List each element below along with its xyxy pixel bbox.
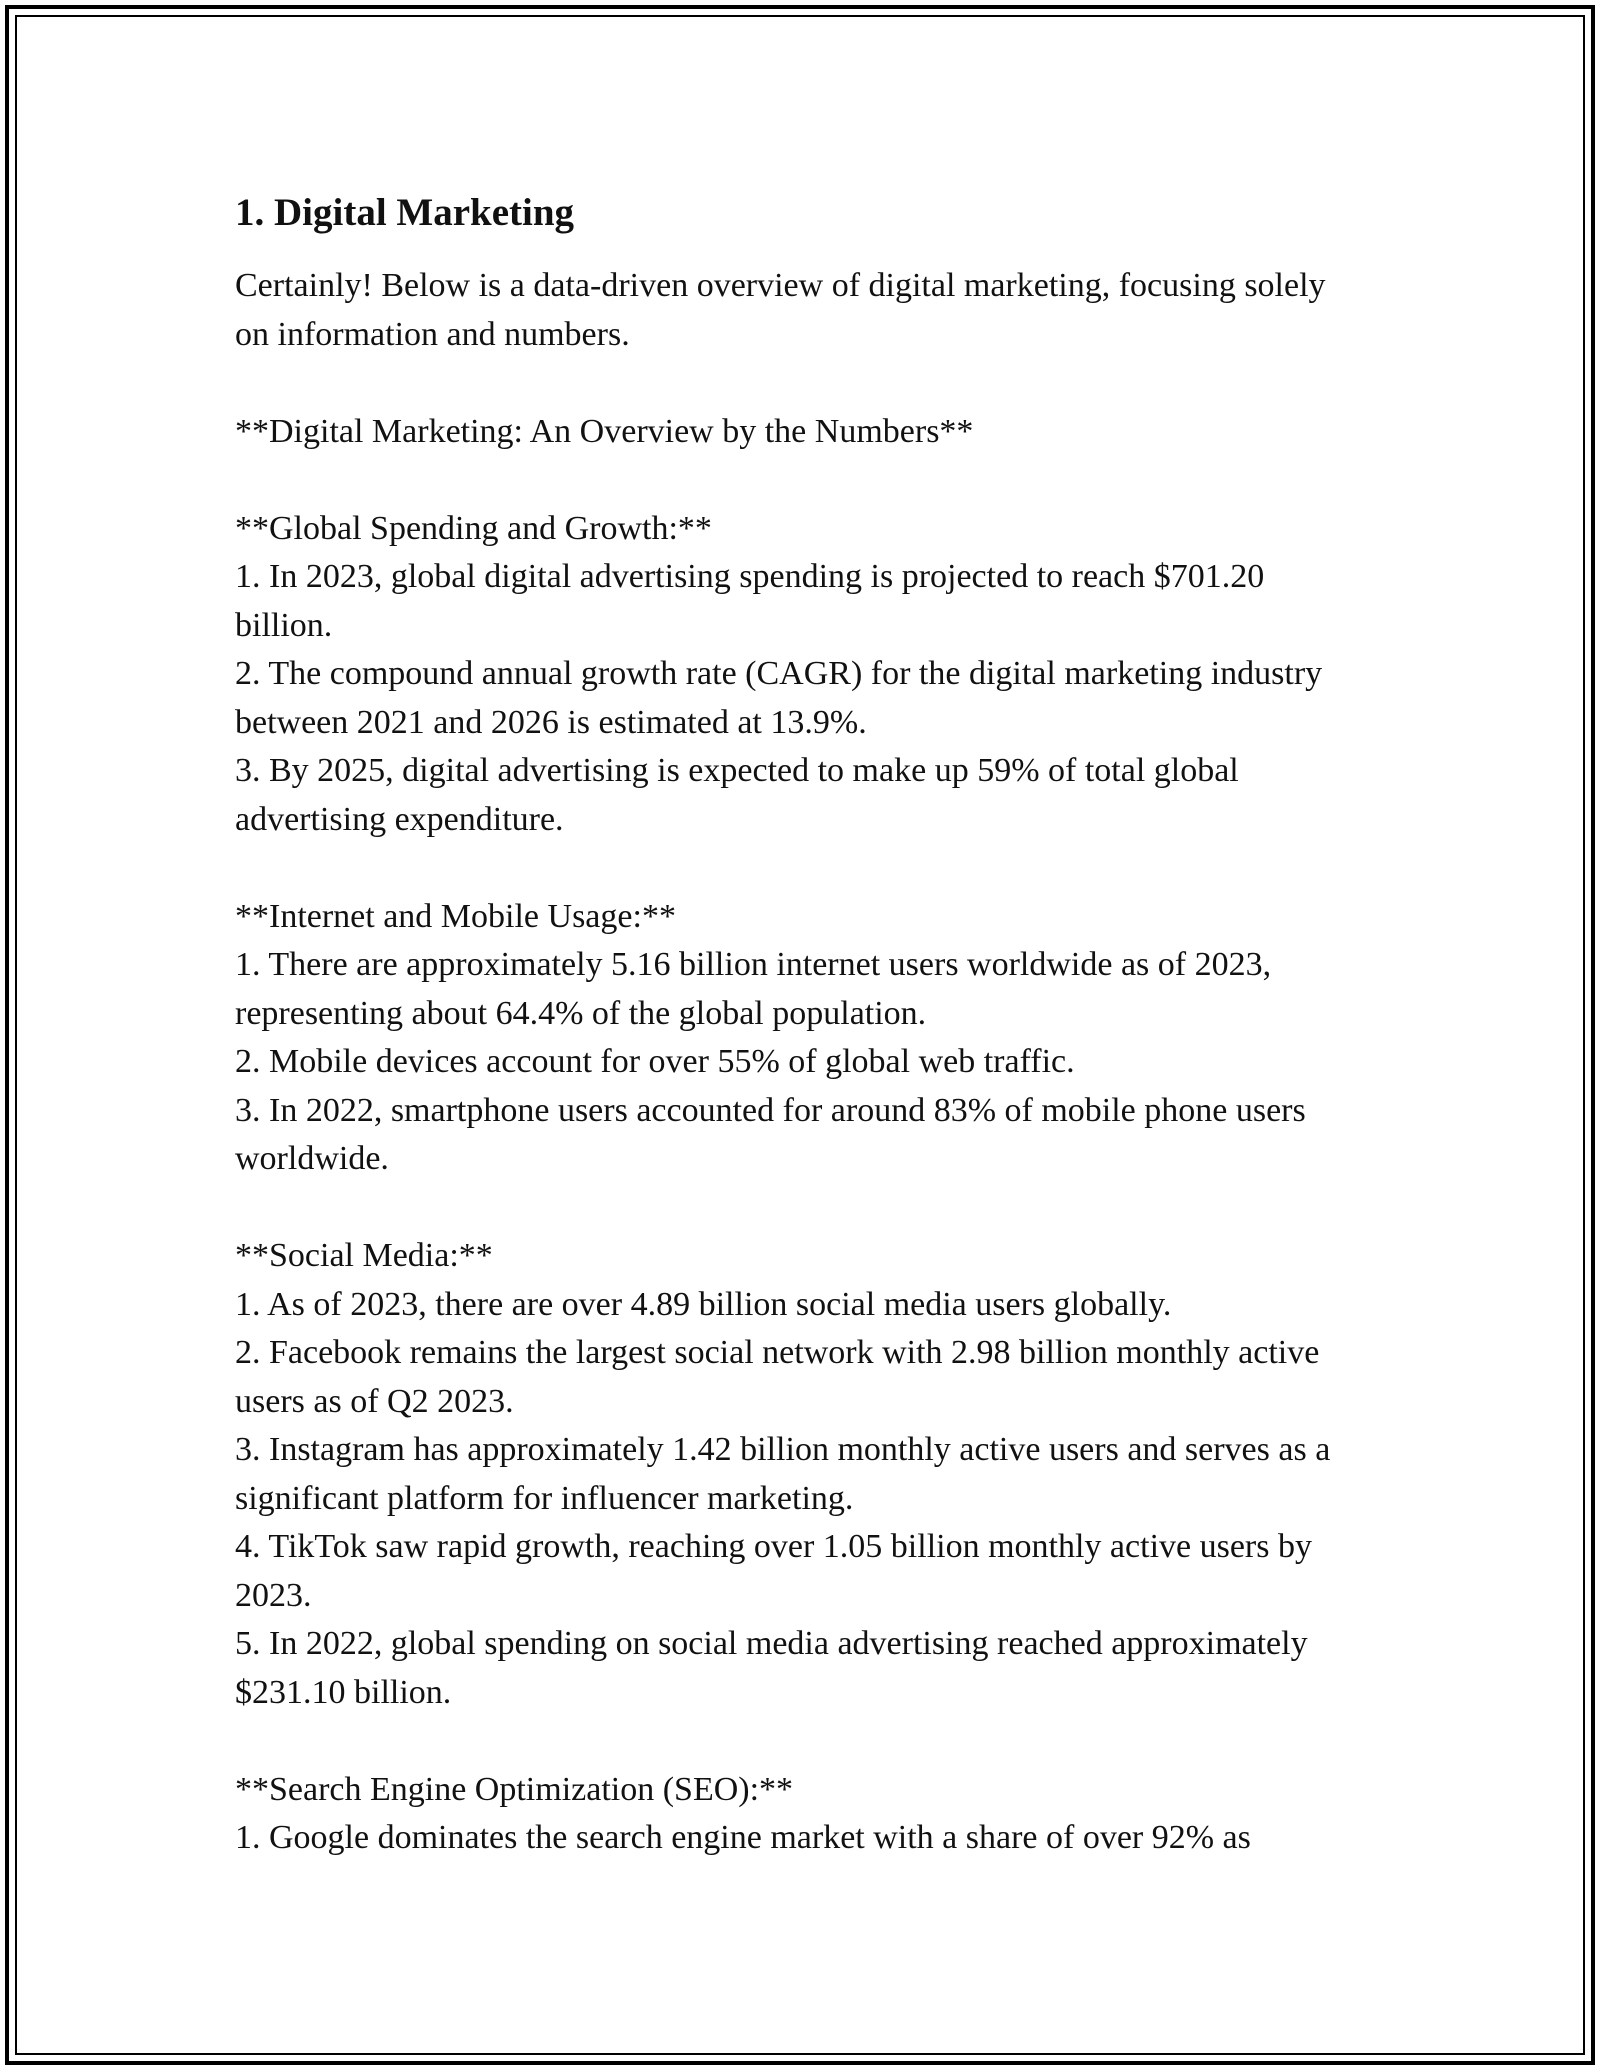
list-item: 2. The compound annual growth rate (CAGR) for the digital marketing industry between 2021 and 2026 is estimated at 13.9%. (235, 655, 1323, 741)
intro-paragraph: Certainly! Below is a data-driven overview of digital marketing, focusing solely on information and numbers. (235, 267, 1326, 353)
list-item: 3. Instagram has approximately 1.42 billion monthly active users and serves as a significant platform for influencer marketing. (235, 1431, 1331, 1517)
section-internet-mobile (235, 893, 1365, 1184)
list-item: 5. In 2022, global spending on social media advertising reached approximately $231.10 billion. (235, 1625, 1308, 1711)
list-item: 1. There are approximately 5.16 billion internet users worldwide as of 2023, representing about 64.4% of the global population. (235, 946, 1272, 1032)
section-title: **Social Media:** (235, 1237, 493, 1274)
section-title: **Internet and Mobile Usage:** (235, 897, 676, 935)
document-body (235, 186, 1365, 1863)
list-item: 3. By 2025, digital advertising is expected to make up 59% of total global advertising expenditure. (235, 752, 1239, 838)
section-title: **Search Engine Optimization (SEO):** (235, 1770, 794, 1808)
section-title: **Global Spending and Growth:** (235, 509, 712, 547)
section-global-spending (235, 505, 1365, 845)
section-social-media (235, 1232, 1365, 1717)
document-subtitle: **Digital Marketing: An Overview by the Numbers** (235, 412, 974, 450)
list-item: 4. TikTok saw rapid growth, reaching over 1.05 billion monthly active users by 2023. (235, 1528, 1312, 1614)
list-item: 3. In 2022, smartphone users accounted for around 83% of mobile phone users worldwide. (235, 1091, 1306, 1177)
list-item: 1. In 2023, global digital advertising spending is projected to reach $701.20 billion. (235, 558, 1265, 644)
list-item: 1. As of 2023, there are over 4.89 billion social media users globally. (235, 1285, 1172, 1323)
list-item: 2. Facebook remains the largest social network with 2.98 billion monthly active users as of Q2 2023. (235, 1334, 1320, 1420)
document-heading: 1. Digital Marketing (235, 191, 575, 234)
section-seo (235, 1766, 1365, 1863)
list-item: 1. Google dominates the search engine market with a share of over 92% as (235, 1819, 1251, 1856)
list-item: 2. Mobile devices account for over 55% of global web traffic. (235, 1043, 1075, 1080)
